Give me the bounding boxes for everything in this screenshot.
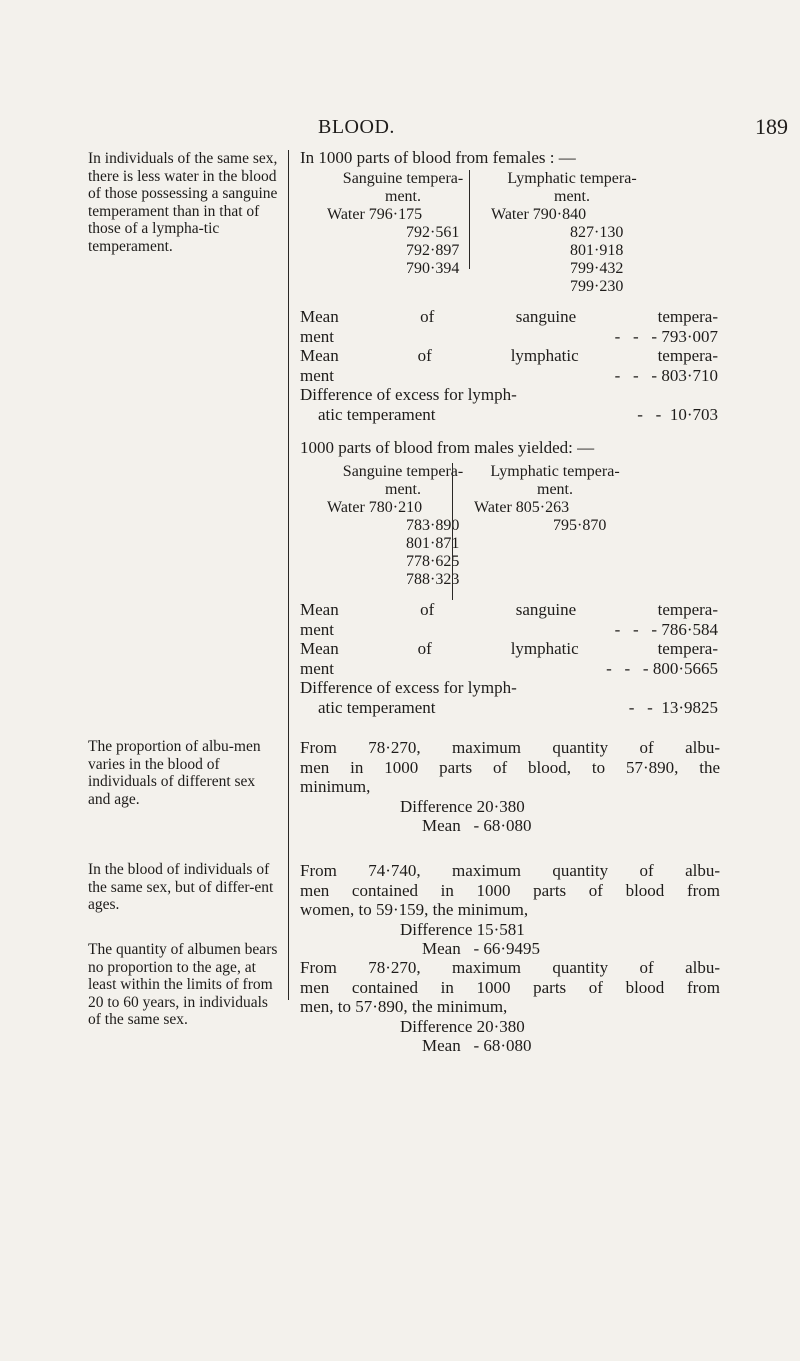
mean-value: - - - 803·710 [614, 365, 718, 385]
difference-label: atic temperament [318, 697, 436, 717]
difference-label: Difference of excess for lymph- [300, 385, 517, 404]
lymphatic-heading: ment. [554, 188, 590, 205]
difference-value: - - 13·9825 [628, 697, 718, 717]
mean-label: Mean of lymphatic tempera- [300, 346, 718, 365]
text-line: From 78·270, maximum quantity of albu- [300, 738, 720, 757]
mean-line: Mean - 68·080 [422, 816, 532, 835]
albumen-women-paragraph [300, 861, 720, 959]
value: Water 780·210 [327, 499, 423, 516]
mean-label: ment [300, 619, 334, 639]
sanguine-heading: ment. [385, 481, 421, 498]
lymphatic-heading: Lymphatic tempera- [490, 463, 620, 480]
sanguine-heading: Sanguine tempera- [342, 463, 464, 480]
males-intro: 1000 parts of blood from males yielded: — [300, 438, 595, 457]
mean-label: ment [300, 658, 334, 678]
mean-value: - - - 786·584 [614, 619, 718, 639]
difference-value: - - 10·703 [637, 404, 718, 424]
margin-note: The quantity of albumen bears no proportion to the age, at least within the limits of from 20 to 60 years, in individuals of the same sex. [88, 941, 278, 1028]
females-intro: In 1000 parts of blood from females : — [300, 148, 576, 167]
mean-line: Mean - 68·080 [422, 1036, 532, 1055]
value: 788·323 [406, 571, 460, 588]
males-table [300, 463, 760, 603]
difference-label: atic temperament [318, 404, 436, 424]
mean-label: ment [300, 365, 334, 385]
mean-label: Mean of sanguine tempera- [300, 307, 718, 326]
text-line: minimum, [300, 777, 371, 796]
value: 795·870 [553, 517, 607, 534]
page-number: 189 [755, 114, 788, 139]
text-line: From 74·740, maximum quantity of albu- [300, 861, 720, 880]
margin-note: In individuals of the same sex, there is less water in the blood of those possessing a sanguine temperament than in that of those of a lympha-tic temperament. [88, 150, 278, 255]
margin-note: In the blood of individuals of the same sex, but of differ-ent ages. [88, 861, 274, 913]
sanguine-heading: ment. [385, 188, 421, 205]
difference-label: Difference of excess for lymph- [300, 678, 517, 697]
mean-value: - - - 800·5665 [606, 658, 718, 678]
text-line: From 78·270, maximum quantity of albu- [300, 958, 720, 977]
mean-label: Mean of lymphatic tempera- [300, 639, 718, 658]
value: 778·625 [406, 553, 460, 570]
value: Water 790·840 [491, 206, 587, 223]
text-line: men contained in 1000 parts of blood from [300, 977, 720, 997]
difference-line: Difference 20·380 [400, 1016, 525, 1036]
value: 783·890 [406, 517, 460, 534]
value: 790·394 [406, 260, 460, 277]
sanguine-heading: Sanguine tempera- [342, 170, 464, 187]
mean-label: ment [300, 326, 334, 346]
value: 801·918 [570, 242, 624, 259]
value: 799·230 [570, 278, 624, 295]
running-head: BLOOD. [318, 116, 395, 138]
mean-line: Mean - 66·9495 [422, 939, 541, 958]
margin-note: The proportion of albu-men varies in the blood of individuals of different sex and age. [88, 738, 261, 808]
text-line: women, to 59·159, the minimum, [300, 900, 529, 919]
column-rule [288, 150, 289, 1000]
albumen-sex-paragraph [300, 738, 720, 836]
value: 792·561 [406, 224, 460, 241]
females-means [300, 307, 718, 424]
value: 801·871 [406, 535, 460, 552]
females-table [300, 170, 760, 295]
value: 792·897 [406, 242, 460, 259]
text-line: men, to 57·890, the minimum, [300, 997, 508, 1016]
text-line: men in 1000 parts of blood, to 57·890, the [300, 757, 720, 777]
males-means [300, 600, 718, 717]
difference-line: Difference 20·380 [400, 796, 525, 816]
value: Water 796·175 [327, 206, 423, 223]
lymphatic-heading: Lymphatic tempera- [507, 170, 637, 187]
value: 799·432 [570, 260, 624, 277]
mean-value: - - - 793·007 [614, 326, 718, 346]
albumen-men-paragraph [300, 958, 720, 1056]
difference-line: Difference 15·581 [400, 919, 525, 939]
value: Water 805·263 [474, 499, 570, 516]
mean-label: Mean of sanguine tempera- [300, 600, 718, 619]
value: 827·130 [570, 224, 624, 241]
lymphatic-heading: ment. [537, 481, 573, 498]
text-line: men contained in 1000 parts of blood from [300, 880, 720, 900]
